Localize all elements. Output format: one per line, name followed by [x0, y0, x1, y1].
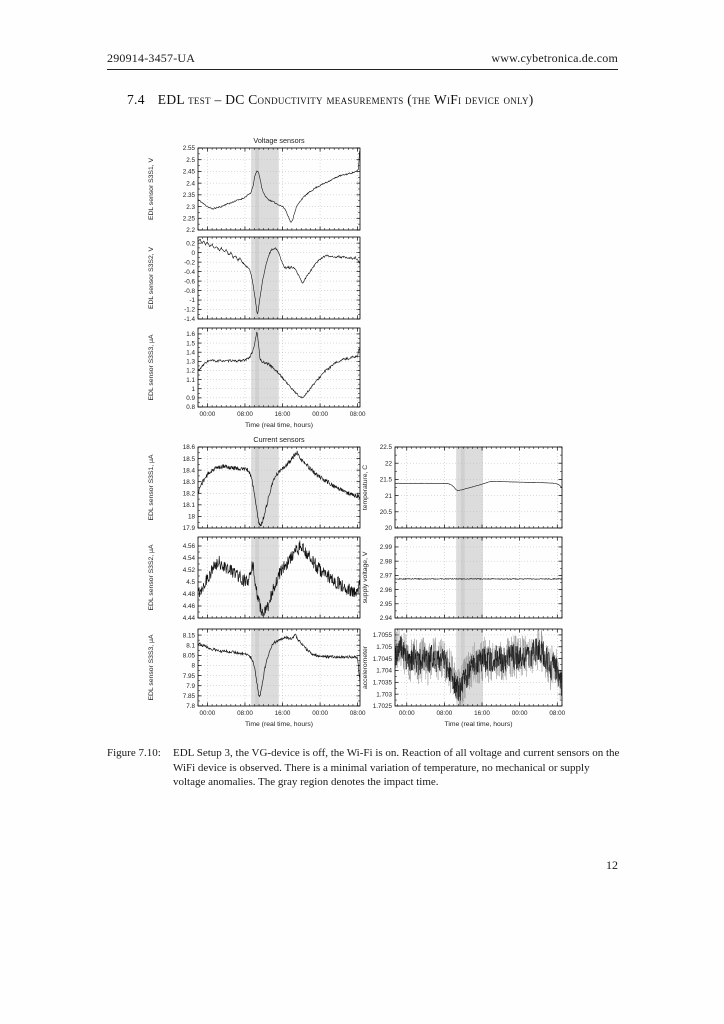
y-axis-label: EDL sensor S3S1, V: [148, 157, 155, 221]
data-line: [198, 541, 360, 617]
y-tick-label: -1: [189, 297, 195, 305]
y-tick-label: 18.1: [182, 502, 195, 510]
y-tick-label: 2.97: [379, 572, 392, 580]
y-tick-label: 2.5: [186, 156, 195, 164]
y-tick-label: 2.98: [379, 558, 392, 566]
chart-accelerometer: [363, 617, 568, 732]
y-tick-label: -0.8: [184, 287, 195, 295]
y-axis-label: EDL sensor S3S2, V: [148, 246, 155, 310]
x-axis-label: Time (real time, hours): [444, 721, 513, 728]
y-tick-label: 1.3: [186, 358, 195, 366]
y-tick-label: 1.7045: [372, 655, 392, 663]
y-tick-label: 1.703: [376, 691, 392, 699]
y-tick-label: -0.4: [184, 268, 195, 276]
y-tick-label: 1.6: [186, 331, 195, 339]
y-axis-label: supply voltage, V: [362, 551, 369, 604]
y-tick-label: 20.5: [379, 509, 392, 516]
y-tick-label: 21: [384, 492, 392, 500]
impact-band-core: [461, 537, 465, 618]
y-tick-label: 2.95: [379, 600, 392, 608]
y-tick-label: 1.1: [186, 376, 195, 384]
y-tick-label: 1: [191, 385, 195, 393]
impact-band-core: [255, 447, 259, 528]
y-tick-label: 21.5: [379, 476, 392, 484]
y-tick-label: 8.1: [186, 642, 195, 650]
x-tick-label: 08:00: [349, 710, 366, 717]
y-tick-label: 2.45: [182, 168, 195, 176]
y-tick-label: -0.2: [184, 259, 195, 267]
y-tick-label: -1.4: [184, 316, 195, 324]
y-tick-label: 1.7025: [372, 703, 392, 711]
y-tick-label: 2.55: [182, 145, 195, 153]
data-line: [198, 151, 360, 222]
y-axis-label: temperature, C: [362, 464, 369, 511]
y-tick-label: 20: [384, 525, 392, 533]
x-tick-label: 00:00: [398, 710, 415, 717]
y-tick-label: 8: [191, 662, 195, 670]
y-tick-label: 1.7055: [372, 632, 392, 640]
y-tick-label: 1.705: [376, 643, 392, 651]
header-document-id: 290914-3457-UA: [107, 51, 196, 65]
x-tick-label: 00:00: [312, 411, 328, 418]
y-tick-label: 18.3: [182, 478, 195, 486]
x-tick-label: 16:00: [274, 411, 291, 418]
x-tick-label: 08:00: [549, 710, 566, 717]
chart-group-title: Current sensors: [253, 435, 305, 444]
y-tick-label: 8.05: [182, 652, 195, 660]
y-tick-label: 0.8: [186, 404, 195, 412]
y-tick-label: 22: [384, 460, 392, 468]
header-website: www.cybetronica.de.com: [491, 51, 618, 65]
y-tick-label: -1.2: [184, 306, 195, 314]
x-tick-label: 08:00: [237, 411, 253, 418]
chart-temperature: [363, 435, 568, 533]
y-tick-label: 4.46: [182, 603, 195, 611]
x-tick-label: 08:00: [349, 411, 366, 418]
impact-band: [251, 237, 279, 319]
y-axis-label: EDL sensor S3S1, µA: [148, 454, 155, 521]
y-tick-label: 7.8: [186, 703, 195, 711]
chart-voltage-s3s1: [146, 136, 366, 235]
y-tick-label: 1.2: [186, 367, 195, 375]
y-tick-label: 1.704: [376, 667, 392, 675]
section-title: EDL test – DC Conductivity measurements (the WiFi device only): [157, 92, 534, 107]
impact-band: [251, 148, 279, 230]
chart-current-s3s3: [146, 617, 366, 732]
y-tick-label: 8.15: [182, 632, 195, 640]
x-axis-label: Time (real time, hours): [244, 422, 314, 429]
data-line: [198, 451, 360, 526]
y-tick-label: 18.4: [182, 467, 195, 475]
y-tick-label: 2.35: [182, 192, 195, 200]
chart-current-s3s1: [146, 435, 366, 533]
page-number: 12: [606, 858, 618, 872]
y-tick-label: 4.54: [182, 555, 195, 563]
y-axis-label: EDL sensor S3S3, µA: [148, 334, 155, 401]
y-tick-label: 18: [187, 513, 195, 521]
y-tick-label: 4.56: [182, 543, 195, 551]
y-tick-label: -0.6: [184, 278, 195, 286]
y-tick-label: 2.94: [379, 615, 392, 623]
caption-text: EDL Setup 3, the VG-device is off, the Wi-Fi is on. Reaction of all voltage and current sensors on the WiFi device is observed. There is a minimal variation of temperature, no mechanical or supply voltage anomalies. The gray region denotes the impact time.: [173, 747, 620, 788]
y-tick-label: 7.9: [186, 682, 195, 690]
impact-band-core: [255, 148, 259, 230]
chart-voltage-s3s3: [146, 316, 366, 433]
x-tick-label: 00:00: [199, 710, 216, 717]
x-tick-label: 16:00: [474, 710, 490, 717]
y-axis-label: accelerometer: [362, 645, 369, 690]
y-tick-label: 2.4: [186, 180, 195, 188]
y-tick-label: 4.52: [182, 567, 195, 575]
impact-band: [456, 537, 483, 618]
x-tick-label: 00:00: [199, 411, 216, 418]
x-tick-label: 08:00: [436, 710, 453, 717]
chart-group-title: Voltage sensors: [253, 136, 305, 145]
section-number: 7.4: [127, 92, 145, 107]
y-tick-label: 18.5: [182, 455, 195, 463]
data-line: [198, 239, 360, 313]
y-axis-label: EDL sensor S3S2, µA: [148, 544, 155, 611]
y-axis-label: EDL sensor S3S3, µA: [148, 634, 155, 701]
y-tick-label: 1.5: [186, 340, 195, 348]
y-tick-label: 1.4: [186, 349, 195, 357]
y-tick-label: 1.7035: [372, 679, 392, 687]
y-tick-label: 0.2: [186, 240, 195, 248]
y-tick-label: 2.96: [379, 586, 392, 594]
y-tick-label: 4.44: [182, 615, 195, 623]
y-tick-label: 0.9: [186, 395, 195, 403]
x-axis-label: Time (real time, hours): [244, 721, 314, 728]
x-tick-label: 16:00: [274, 710, 291, 717]
data-line: [198, 332, 360, 398]
y-tick-label: 7.95: [182, 672, 195, 680]
impact-band: [251, 447, 279, 528]
x-tick-label: 08:00: [237, 710, 253, 717]
y-tick-label: 2.3: [186, 203, 195, 211]
y-tick-label: 17.9: [182, 525, 195, 533]
y-tick-label: 4.48: [182, 591, 195, 599]
caption-label: Figure 7.10:: [107, 747, 161, 759]
y-tick-label: 2.2: [186, 227, 195, 235]
impact-band-core: [461, 447, 465, 528]
impact-band-core: [255, 328, 259, 407]
y-tick-label: 18.2: [182, 490, 195, 498]
chart-voltage-s3s2: [146, 225, 366, 324]
chart-supply-voltage: [363, 525, 568, 623]
y-tick-label: 22.5: [379, 444, 392, 452]
y-tick-label: 2.25: [182, 215, 195, 223]
x-tick-label: 00:00: [312, 710, 328, 717]
chart-current-s3s2: [146, 525, 366, 623]
y-tick-label: 0: [191, 249, 195, 257]
x-tick-label: 00:00: [511, 710, 528, 717]
y-tick-label: 2.99: [379, 544, 392, 552]
y-tick-label: 4.5: [186, 579, 195, 587]
y-tick-label: 7.85: [182, 693, 195, 701]
figure-caption: [107, 746, 620, 790]
y-tick-label: 18.6: [182, 444, 195, 452]
